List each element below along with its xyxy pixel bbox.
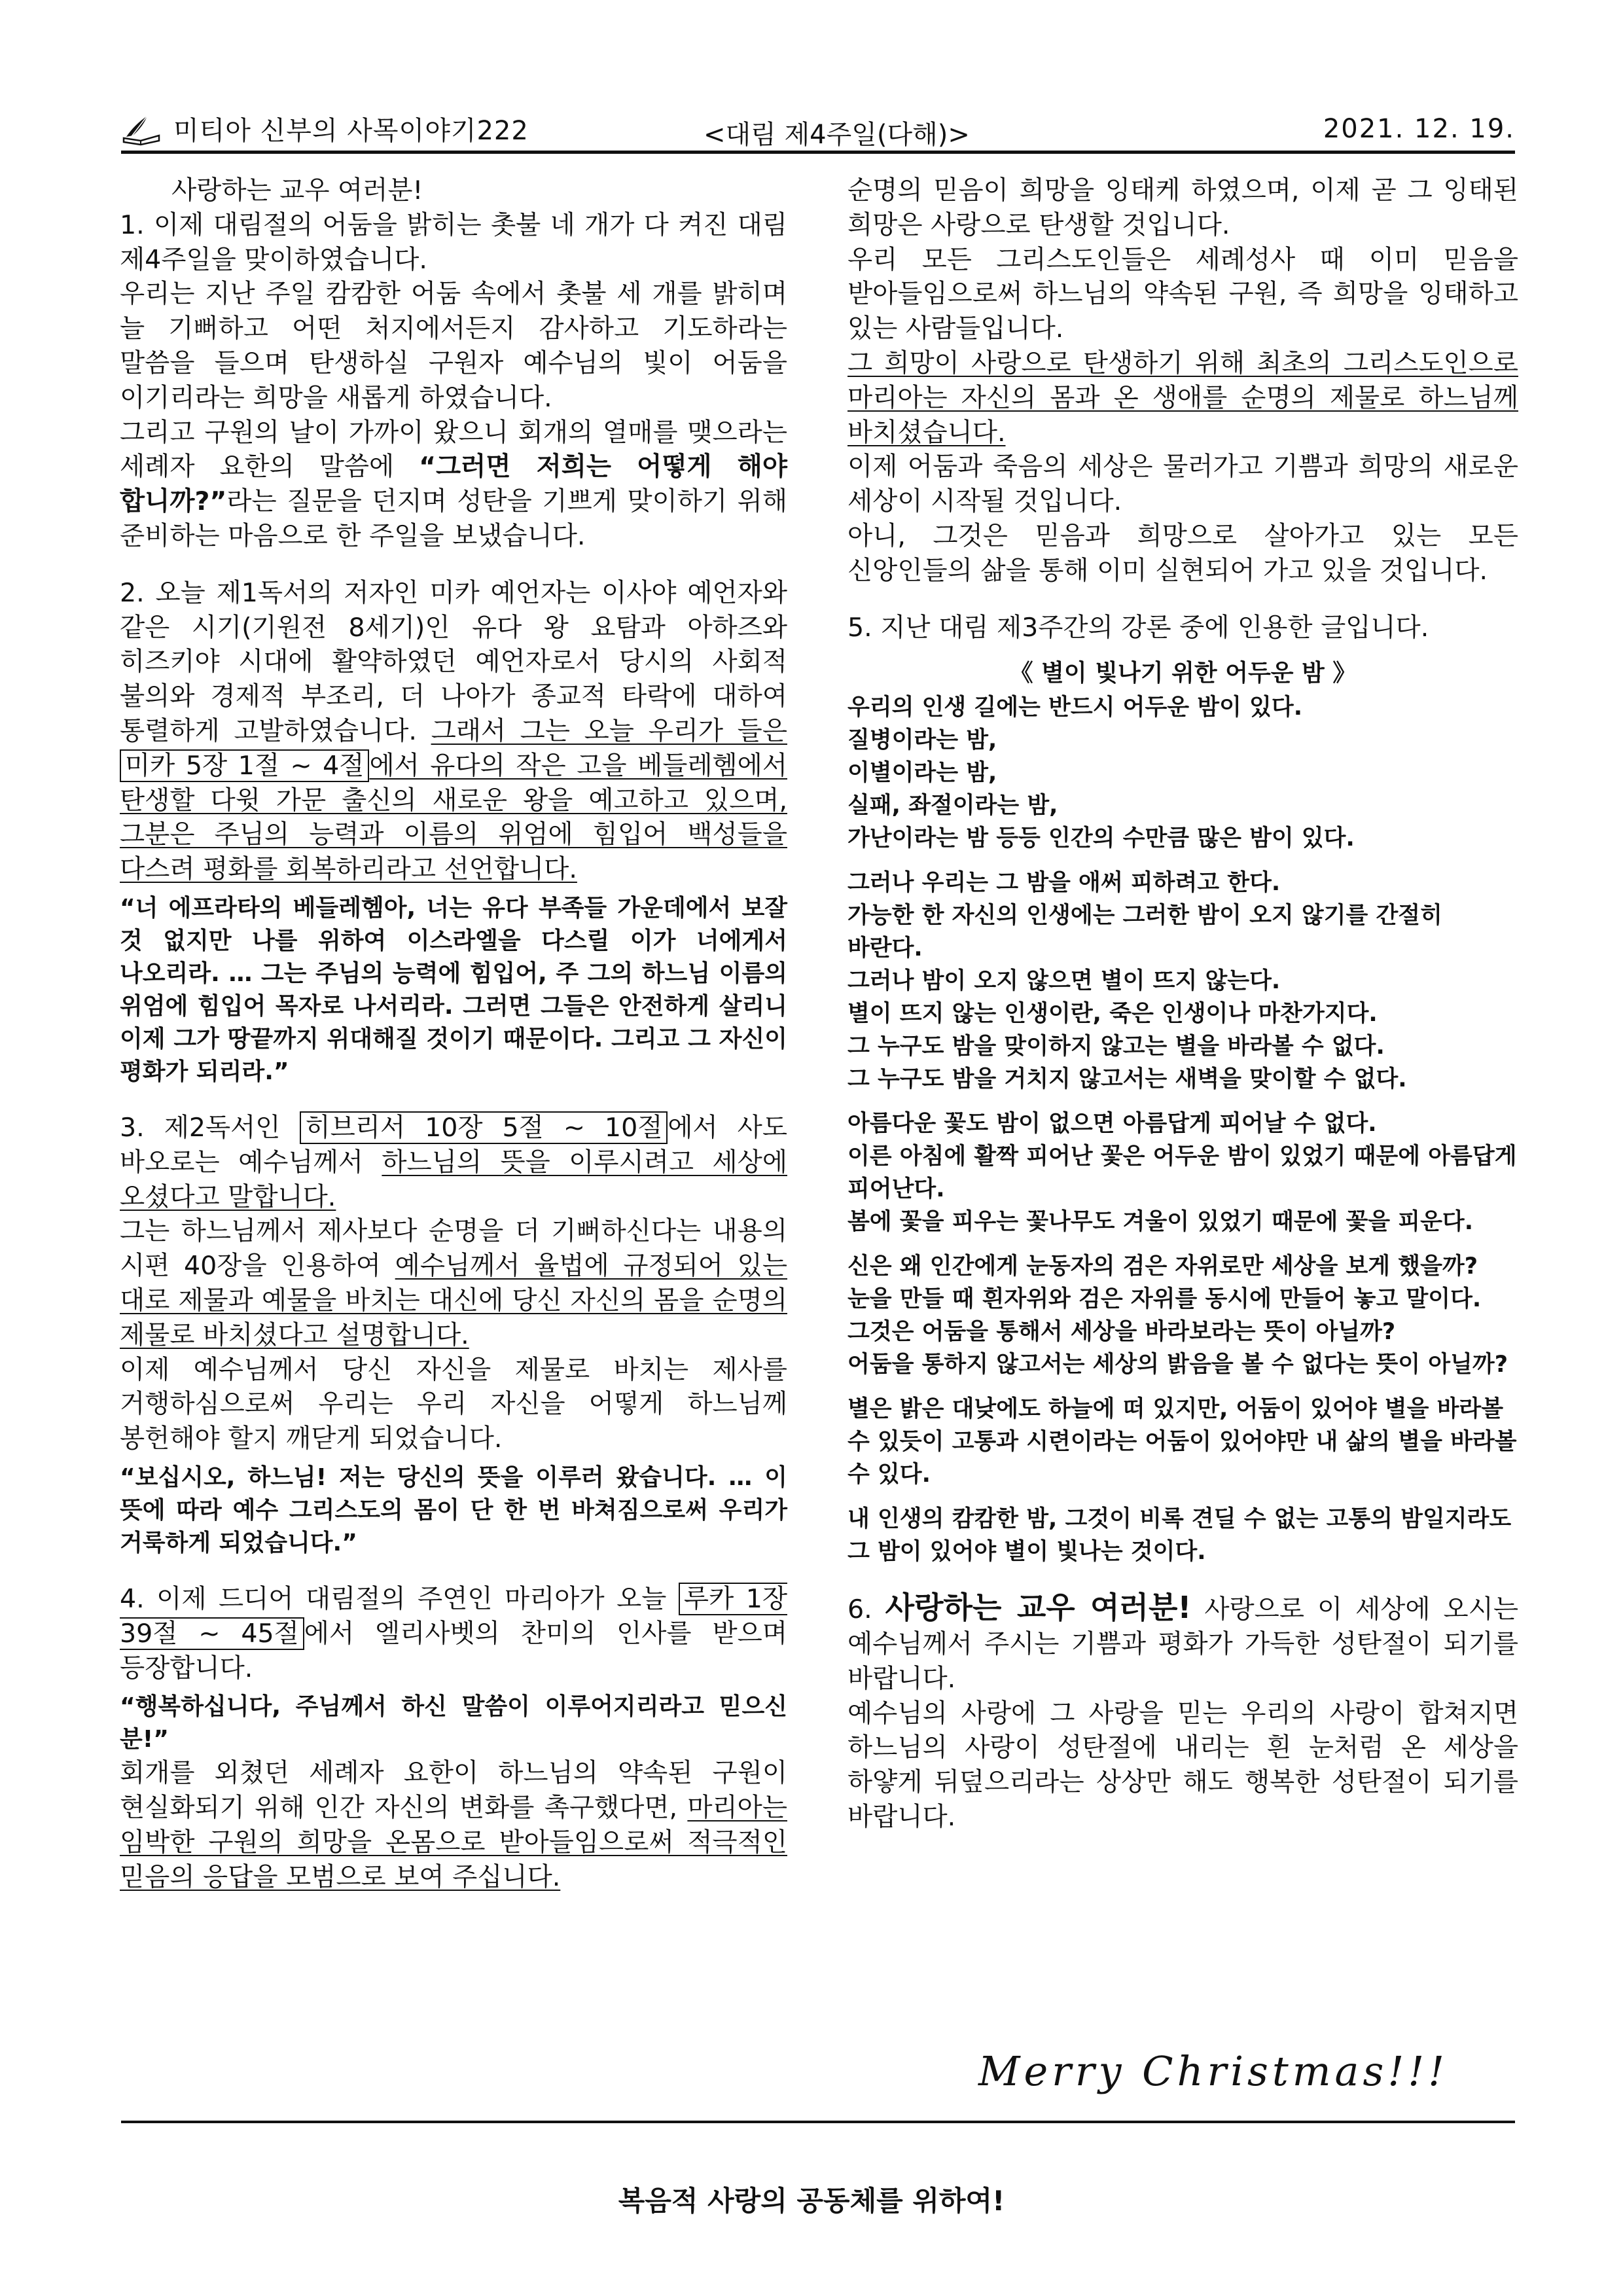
header-title: 미티아 신부의 사목이야기222 xyxy=(173,116,529,146)
header-subtitle: <대림 제4주일(다해)> xyxy=(704,120,970,150)
poem-line: 별은 밝은 대낮에도 하늘에 떠 있지만, 어둠이 있어야 별을 바라볼 수 있듯이 고통과 시련이라는 어둠이 있어야만 내 삶의 별을 바라볼 수 있다. xyxy=(847,1396,1517,1488)
poem-line: 신은 왜 인간에게 눈동자의 검은 자위로만 세상을 보게 했을까? 눈을 만들 때 흰자위와 검은 자위를 동시에 만들어 놓고 말이다. xyxy=(847,1253,1482,1313)
poem-line: 질병이라는 밤, xyxy=(847,727,997,754)
s6-greeting: 사랑하는 교우 여러분! xyxy=(885,1590,1192,1626)
poem-line: 봄에 꽃을 피우는 꽃나무도 겨울이 있었기 때문에 꽃을 피운다. xyxy=(847,1209,1474,1236)
s4-bible-ref: 루카 1장 39절 ~ 45절 xyxy=(120,1583,787,1649)
s5-intro: 5. 지난 대림 제3주간의 강론 중에 인용한 글입니다. xyxy=(847,612,1429,643)
r-p4: 이제 어둠과 죽음의 세상은 물러가고 기쁨과 희망의 새로운 세상이 시작될 것입니다. xyxy=(847,452,1518,517)
s1-question: “그러면 저희는 어떻게 해야 합니까?” xyxy=(120,452,787,517)
s1-p3: 그리고 구원의 날이 가까이 왔으니 회개의 열매를 맺으라는 세례자 요한의 말씀에 “그러면 저희는 어떻게 해야 합니까?”라는 질문을 던지며 성탄을 기쁘게 맞이하기 위해 준비하는 마음으로 한 주일을 보냈습니다. xyxy=(120,417,787,551)
s6-p2: 예수님의 사랑에 그 사랑을 믿는 우리의 사랑이 합쳐지면 하느님의 사랑이 성탄절에 내리는 흰 눈처럼 온 세상을 하얗게 뒤덮으리라는 상상만 해도 행복한 성탄절이 되기를 바랍니다. xyxy=(847,1698,1518,1832)
poem-line: 그러나 밤이 오지 않으면 별이 뜨지 않는다. xyxy=(847,968,1281,995)
s1-p2: 우리는 지난 주일 캄캄한 어둠 속에서 촛불 세 개를 밝히며 늘 기뻐하고 어떤 처지에서든지 감사하고 기도하라는 말씀을 들으며 탄생하실 구원자 예수님의 빛이 어둠을 이기리라는 희망을 새롭게 하였습니다. xyxy=(120,279,787,413)
s4-p1: 4. 이제 드디어 대림절의 주연인 마리아가 오늘 루카 1장 39절 ~ 45절 에서 엘리사벳의 찬미의 인사를 받으며 등장합니다. xyxy=(120,1583,787,1683)
footer-rule xyxy=(121,2121,1515,2123)
poem xyxy=(847,691,1518,1568)
s3-bible-ref: 히브리서 10장 5절 ~ 10절 xyxy=(300,1111,668,1144)
s6-p1: 6. 사랑하는 교우 여러분! 사랑으로 이 세상에 오시는 예수님께서 주시는 기쁨과 평화가 가득한 성탄절이 되기를 바랍니다. xyxy=(847,1590,1518,1694)
merry-christmas: Merry Christmas!!! xyxy=(978,2047,1449,2095)
s3-p2: 그는 하느님께서 제사보다 순명을 더 기뻐하신다는 내용의 시편 40장을 인용하여 예수님께서 율법에 규정되어 있는 대로 제물과 예물을 바치는 대신에 당신 자신의 몸을 순명의 제물로 바치셨다고 설명합니다. xyxy=(120,1216,787,1350)
poem-title: 《 별이 빛나기 위한 어두운 밤 》 xyxy=(1009,660,1357,687)
poem-line: 그 누구도 밤을 거치지 않고서는 새벽을 맞이할 수 없다. xyxy=(847,1066,1407,1093)
poem-line: 아름다운 꽃도 밤이 없으면 아름답게 피어날 수 없다. xyxy=(847,1111,1377,1138)
poem-line: 가난이라는 밤 등등 인간의 수만큼 많은 밤이 있다. xyxy=(847,825,1355,852)
s4-p2: 회개를 외쳤던 세례자 요한이 하느님의 약속된 구원이 현실화되기 위해 인간 자신의 변화를 촉구했다면, 마리아는 임박한 구원의 희망을 온몸으로 받아들임으로써 적극적인 믿음의 응답을 모범으로 보여 주십니다. xyxy=(120,1758,787,1892)
poem-line: 그러나 우리는 그 밤을 애써 피하려고 한다. xyxy=(847,870,1281,897)
s3-p3: 이제 예수님께서 당신 자신을 제물로 바치는 제사를 거행하심으로써 우리는 우리 자신을 어떻게 하느님께 봉헌해야 할지 깨닫게 되었습니다. xyxy=(120,1354,787,1454)
left-column xyxy=(120,173,787,1894)
s3-quote: “보십시오, 하느님! 저는 당신의 뜻을 이루러 왔습니다. … 이 뜻에 따라 예수 그리스도의 몸이 단 한 번 바쳐짐으로써 우리가 거룩하게 되었습니다.” xyxy=(120,1463,787,1556)
poem-line: 우리의 인생 길에는 반드시 어두운 밤이 있다. xyxy=(847,694,1302,721)
s3-p1: 3. 제2독서인 히브리서 10장 5절 ~ 10절 에서 사도 바오로는 예수님께서 하느님의 뜻을 이루시려고 세상에 오셨다고 말합니다. xyxy=(120,1112,787,1212)
r-p2: 우리 모든 그리스도인들은 세례성사 때 이미 믿음을 받아들임으로써 하느님의 약속된 구원, 즉 희망을 잉태하고 있는 사람들입니다. xyxy=(847,244,1518,344)
page-header xyxy=(121,105,1515,149)
r-p1: 순명의 믿음이 희망을 잉태케 하였으며, 이제 곧 그 잉태된 희망은 사랑으로 탄생할 것입니다. xyxy=(847,175,1518,240)
poem-line: 가능한 한 자신의 인생에는 그러한 밤이 오지 않기를 간절히 바란다. xyxy=(847,903,1442,962)
s2-bible-ref: 미카 5장 1절 ~ 4절 xyxy=(120,749,369,782)
s1-p1: 1. 이제 대림절의 어둠을 밝히는 촛불 네 개가 다 켜진 대림 제4주일을 맞이하였습니다. xyxy=(120,209,787,275)
poem-line: 실패, 좌절이라는 밤, xyxy=(847,793,1058,819)
book-quill-icon xyxy=(121,112,163,146)
s2-p1: 2. 오늘 제1독서의 저자인 미카 예언자는 이사야 예언자와 같은 시기(기원전 8세기)인 유다 왕 요탐과 아하즈와 히즈키야 시대에 활약하였던 예언자로서 당시의 사회적 불의와 경제적 부조리, 더 나아가 종교적 타락에 대하여 통렬하게 고발하였습니다. 그래서 그는 오늘 우리가 들은 미카 5장 1절 ~ 4절 에서 유다의 작은 고을 베들레헴에서 탄생할 다윗 가문 출신의 새로운 왕을 예고하고 있으며, 그분은 주님의 능력과 이름의 위엄에 힘입어 백성들을 다스려 평화를 회복하리라고 선언합니다. xyxy=(120,577,787,885)
right-column xyxy=(847,173,1518,1835)
footer-motto: 복음적 사랑의 공동체를 위하여! xyxy=(618,2185,1005,2217)
header-left xyxy=(121,110,529,147)
header-date: 2021. 12. 19. xyxy=(1323,114,1515,144)
poem-line: 어둠을 통하지 않고서는 세상의 밝음을 볼 수 없다는 뜻이 아닐까? xyxy=(847,1352,1508,1378)
greeting: 사랑하는 교우 여러분! xyxy=(171,175,423,206)
poem-line: 별이 뜨지 않는 인생이란, 죽은 인생이나 마찬가지다. xyxy=(847,1001,1378,1028)
poem-line: 그 누구도 밤을 맞이하지 않고는 별을 바라볼 수 없다. xyxy=(847,1033,1385,1060)
poem-line: 이른 아침에 활짝 피어난 꽃은 어두운 밤이 있었기 때문에 아름답게 피어난다. xyxy=(847,1143,1517,1203)
poem-line: 내 인생의 캄캄한 밤, 그것이 비록 견딜 수 없는 고통의 밤일지라도 그 밤이 있어야 별이 빛나는 것이다. xyxy=(847,1506,1512,1566)
r-p5: 아니, 그것은 믿음과 희망으로 살아가고 있는 모든 신앙인들의 삶을 통해 이미 실현되어 가고 있을 것입니다. xyxy=(847,520,1518,586)
s4-quote: “행복하십니다, 주님께서 하신 말씀이 이루어지리라고 믿으신 분!” xyxy=(120,1693,787,1753)
r-p3: 그 희망이 사랑으로 탄생하기 위해 최초의 그리스도인으로 마리아는 자신의 몸과 온 생애를 순명의 제물로 하느님께 바치셨습니다. xyxy=(847,348,1518,448)
poem-line: 이별이라는 밤, xyxy=(847,760,997,787)
s2-quote: “너 에프라타의 베들레헴아, 너는 유다 부족들 가운데에서 보잘 것 없지만 나를 위하여 이스라엘을 다스릴 이가 너에게서 나오리라. … 그는 주님의 능력에 힘입어, 주 그의 하느님 이름의 위엄에 힘입어 목자로 나서리라. 그러면 그들은 안전하게 살리니 이제 그가 땅끝까지 위대해질 것이기 때문이다. 그리고 그 자신이 평화가 되리라.” xyxy=(120,894,787,1085)
poem-line: 그것은 어둠을 통해서 세상을 바라보라는 뜻이 아닐까? xyxy=(847,1319,1396,1346)
header-rule xyxy=(121,151,1515,154)
